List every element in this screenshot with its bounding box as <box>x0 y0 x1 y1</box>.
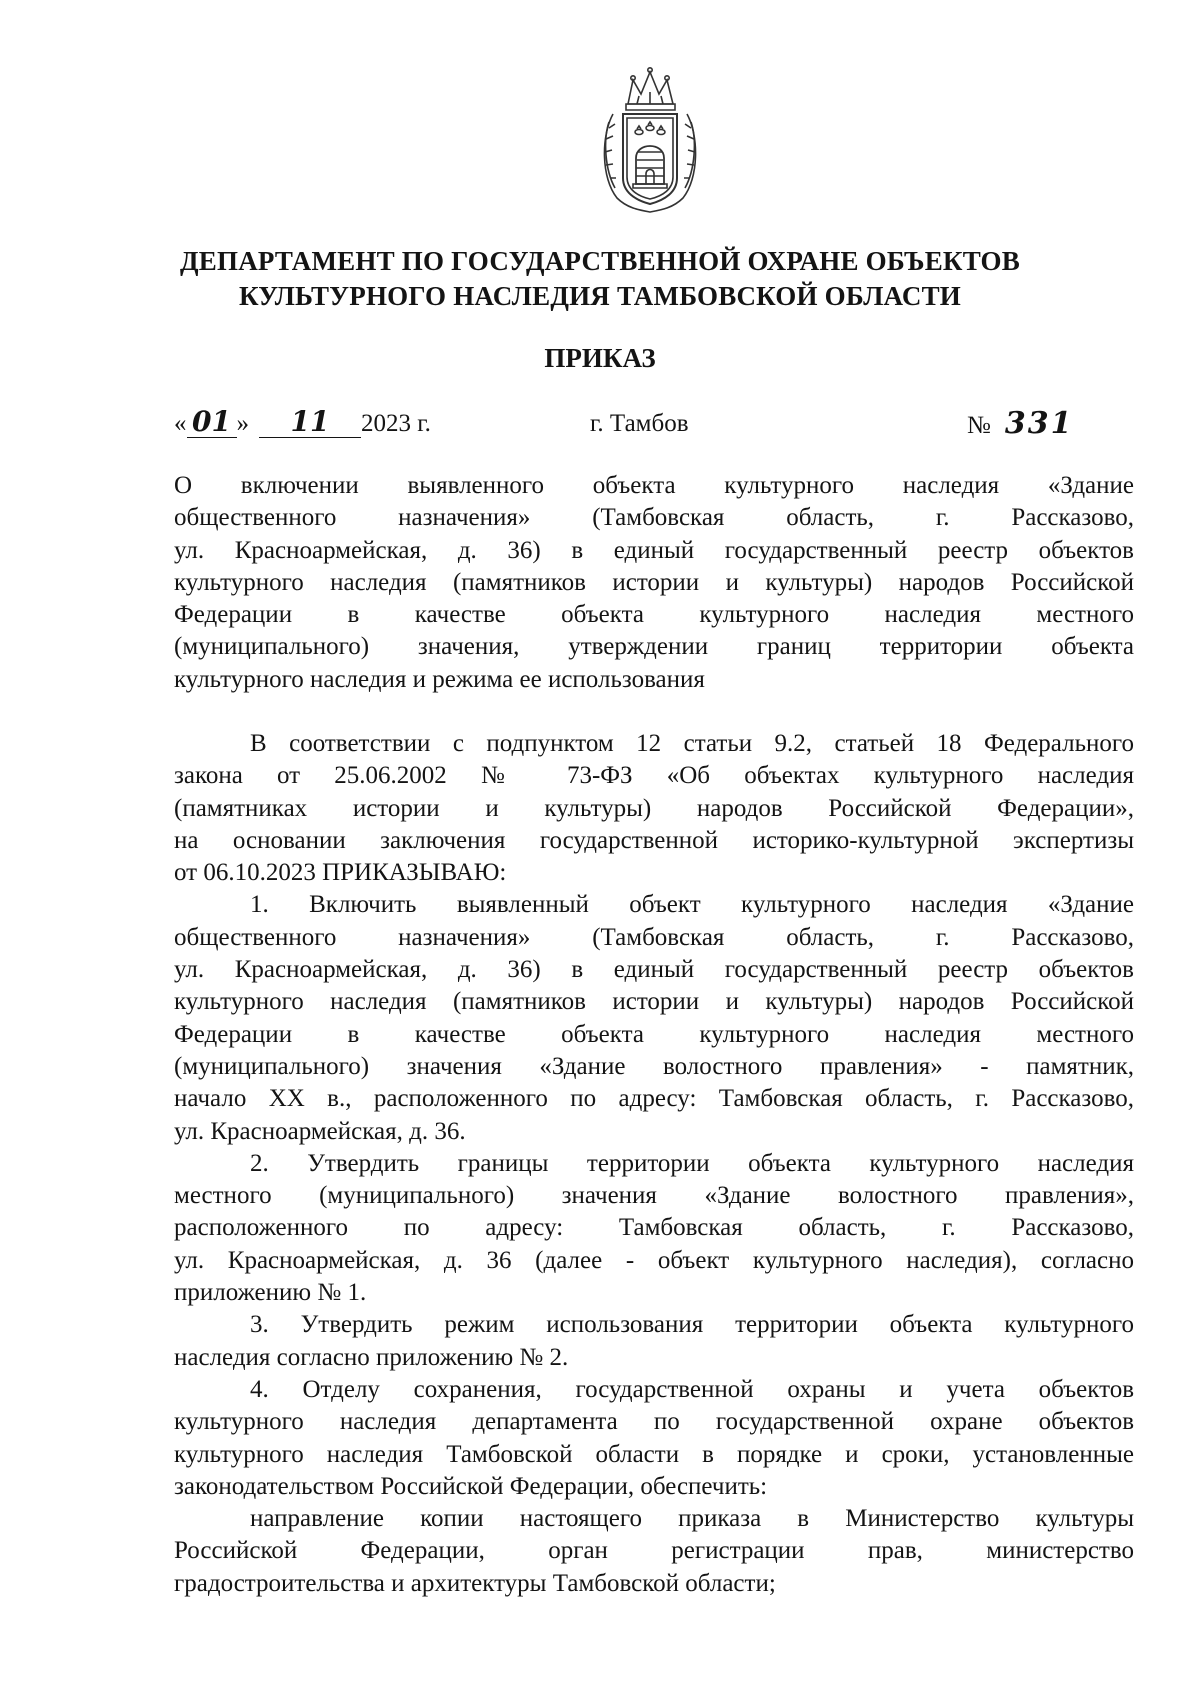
order-number-value: 331 <box>1004 406 1074 441</box>
order-number-label: № <box>967 412 991 439</box>
text-line: приложению № 1. <box>174 1279 367 1307</box>
text-line: О включении выявленного объекта культурного наследия «Здание <box>174 472 1134 499</box>
text-line: 4. Отделу сохранения, государственной охраны и учета объектов <box>250 1375 1134 1403</box>
text-line: ул. Красноармейская, д. 36. <box>174 1117 466 1145</box>
text-line: ул. Красноармейская, д. 36 (далее - объект культурного наследия), согласно <box>174 1246 1134 1274</box>
text-line: Российской Федерации, орган регистрации прав, министерство <box>174 1537 1134 1565</box>
text-line: (муниципального) значения «Здание волостного правления» - памятник, <box>174 1052 1134 1080</box>
text-line: ул. Красноармейская, д. 36) в единый государственный реестр объектов <box>174 536 1134 564</box>
document-title: ПРИКАЗ <box>544 343 656 373</box>
text-line: законодательством Российской Федерации, обеспечить: <box>174 1472 768 1500</box>
text-line: культурного наследия Тамбовской области в порядке и сроки, установленные <box>174 1440 1134 1468</box>
text-line: 2. Утвердить границы территории объекта культурного наследия <box>250 1149 1134 1177</box>
order-number <box>967 405 1073 443</box>
order-body <box>174 728 1134 1600</box>
text-line: начало XX в., расположенного по адресу: Тамбовская область, г. Рассказово, <box>174 1085 1134 1113</box>
department-heading-line: ДЕПАРТАМЕНТ ПО ГОСУДАРСТВЕННОЙ ОХРАНЕ ОБЪЕКТОВ <box>180 246 1020 276</box>
text-line: культурного наследия департамента по государственной охране объектов <box>174 1408 1134 1436</box>
text-line: на основании заключения государственной историко-культурной экспертизы <box>174 826 1134 854</box>
text-line: культурного наследия и режима ее использования <box>174 665 705 693</box>
text-line: закона от 25.06.2002 № 73-ФЗ «Об объектах культурного наследия <box>174 762 1134 790</box>
text-line: культурного наследия (памятников истории и культуры) народов Российской <box>174 568 1134 596</box>
date-close-quote: » <box>236 410 249 437</box>
tambov-coat-of-arms-icon <box>593 66 708 216</box>
text-line: культурного наследия (памятников истории и культуры) народов Российской <box>174 988 1134 1016</box>
text-line: общественного назначения» (Тамбовская область, г. Рассказово, <box>174 504 1134 532</box>
text-line: (муниципального) значения, утверждении границ территории объекта <box>174 633 1134 661</box>
text-line: 3. Утвердить режим использования территории объекта культурного <box>250 1311 1134 1339</box>
text-line: ул. Красноармейская, д. 36) в единый государственный реестр объектов <box>174 956 1134 984</box>
date-day: 01 <box>187 407 237 438</box>
date-year: 2023 г. <box>361 410 431 437</box>
date-open-quote: « <box>174 410 187 437</box>
order-city: г. Тамбов <box>590 410 689 437</box>
text-line: В соответствии с подпунктом 12 статьи 9.2, статьей 18 Федерального <box>250 730 1134 757</box>
text-line: направление копии настоящего приказа в Министерство культуры <box>250 1505 1134 1533</box>
text-line: расположенного по адресу: Тамбовская область, г. Рассказово, <box>174 1214 1134 1242</box>
text-line: Федерации в качестве объекта культурного наследия местного <box>174 1020 1134 1048</box>
text-line: 1. Включить выявленный объект культурного наследия «Здание <box>250 891 1134 919</box>
department-heading-line: КУЛЬТУРНОГО НАСЛЕДИЯ ТАМБОВСКОЙ ОБЛАСТИ <box>239 281 961 311</box>
text-line: градостроительства и архитектуры Тамбовской области; <box>174 1569 776 1597</box>
text-line: наследия согласно приложению № 2. <box>174 1343 569 1371</box>
department-heading <box>150 244 1050 314</box>
order-date <box>174 405 431 443</box>
text-line: Федерации в качестве объекта культурного наследия местного <box>174 601 1134 629</box>
date-month: 11 <box>259 407 361 438</box>
order-subject <box>174 470 1134 696</box>
text-line: от 06.10.2023 ПРИКАЗЫВАЮ: <box>174 859 507 887</box>
text-line: общественного назначения» (Тамбовская область, г. Рассказово, <box>174 923 1134 951</box>
text-line: (памятниках истории и культуры) народов Российской Федерации», <box>174 794 1134 822</box>
text-line: местного (муниципального) значения «Здание волостного правления», <box>174 1182 1134 1210</box>
